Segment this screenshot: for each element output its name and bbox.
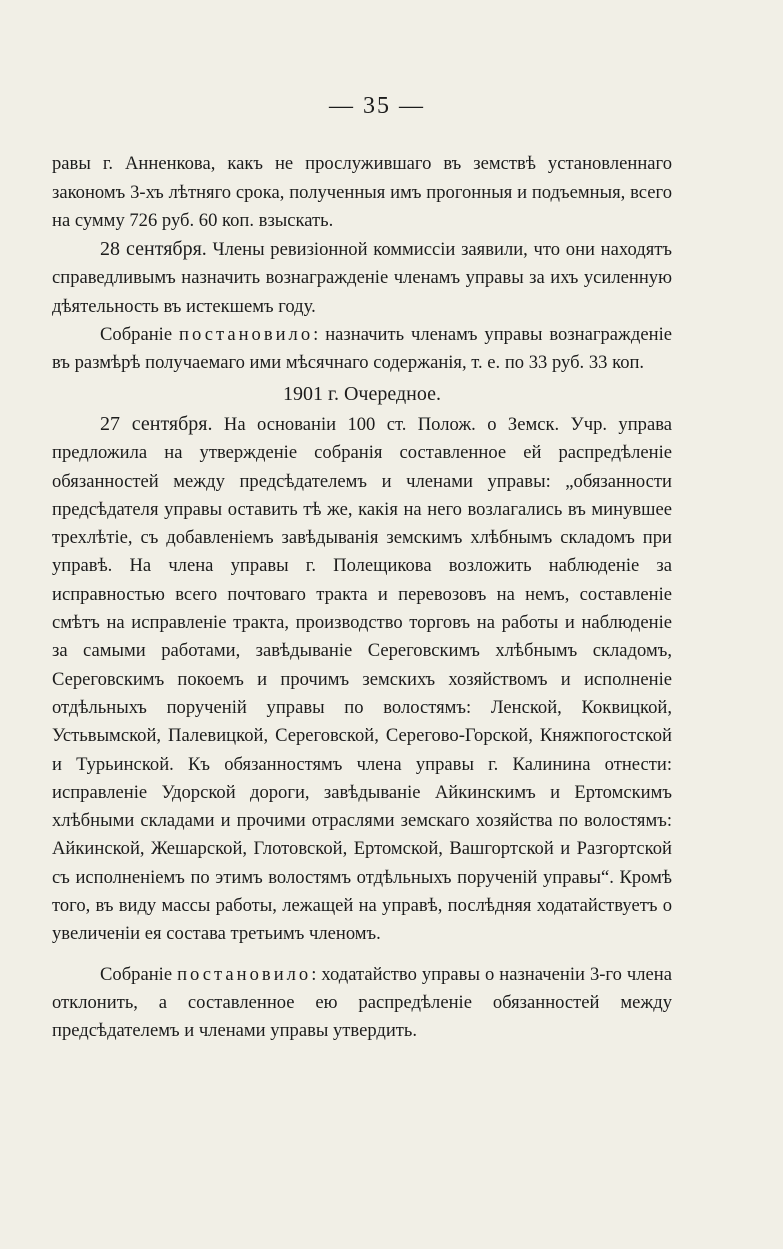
resolution-1901-keyword: постановило <box>177 963 312 985</box>
resolution-1901-lead: Собраніе <box>100 963 178 985</box>
paragraph-sept-28-text: Члены ревизіонной коммиссіи заявили, что они находятъ справедливымъ назначить вознагражденіе членамъ управы за ихъ усиленную дѣятельность въ истекшемъ году. <box>52 239 672 317</box>
resolution-1901-text: : ходатайство управы о назначеніи 3-го члена отклонить, а составленное ею распредѣленіе обязанностей между предсѣдателемъ и членами управы утвердить. <box>52 963 672 1042</box>
page-number: — 35 — <box>329 93 425 119</box>
resolution-1901 <box>52 961 672 1046</box>
paragraph-sept-28 <box>52 235 672 321</box>
paragraph-sept-27 <box>52 410 672 949</box>
paragraph-gap <box>52 949 672 961</box>
resolution-1900-keyword: постановило <box>179 324 314 346</box>
date-sept-28: 28 сентября. <box>100 238 207 261</box>
document-page <box>52 92 672 1046</box>
paragraph-sept-27-text: На основаніи 100 ст. Полож. о Земск. Учр. управа предложила на утвержденіе собранія составленное ей распредѣленіе обязанностей между предсѣдателемъ и членами управы: „обязанности предсѣдателя управы оставить тѣ же, какія на него возлагались въ минувшее трехлѣтіе, съ добавленіемъ завѣдыванія земскимъ хлѣбнымъ складомъ при управѣ. На члена управы г. Полещикова возложить наблюденіе за исправностью всего почтоваго тракта и перевозовъ на немъ, составленіе смѣтъ на исправленіе тракта, производство торговъ на работы и наблюденіе за самыми работами, завѣдываніе Сереговскимъ хлѣбнымъ складомъ, Сереговскимъ покоемъ и прочимъ земскихъ хозяйствомъ и исполненіе отдѣльныхъ порученій управы по волостямъ: Ленской, Коквицкой, Устьвымской, Палевицкой, Сереговской, Серегово-Горской, Княжпогостской и Турьинской. Къ обязанностямъ члена управы г. Калинина отнести: исправленіе Удорской дороги, завѣдываніе Айкинскимъ и Ертомскимъ хлѣбными складами и прочими отраслями земскаго хозяйства по волостямъ: Айкинской, Жешарской, Глотовской, Ертомской, Вашгортской и Разгортской съ исполненіемъ по этимъ волостямъ отдѣльныхъ порученій управы“. Кромѣ того, въ виду массы работы, лежащей на управѣ, послѣдняя ходатайствуетъ о увеличеніи ея состава третьимъ членомъ. <box>52 413 672 945</box>
paragraph-continuation: равы г. Анненкова, какъ не прослужившаго въ земствѣ установленнаго закономъ 3-хъ лѣтняго срока, полученныя имъ прогонныя и подъемныя, всего на сумму 726 руб. 60 коп. взыскать. <box>52 153 672 231</box>
date-sept-27: 27 сентября. <box>100 412 213 435</box>
resolution-1900-text: : назначить членамъ управы вознагражденіе въ размѣрѣ получаемаго ими мѣсячнаго содержанія, т. е. по 33 руб. 33 коп. <box>52 324 672 374</box>
resolution-1900 <box>52 321 672 378</box>
section-heading-1901: 1901 г. Очередное. <box>283 382 441 405</box>
resolution-1900-lead: Собраніе <box>100 324 179 346</box>
